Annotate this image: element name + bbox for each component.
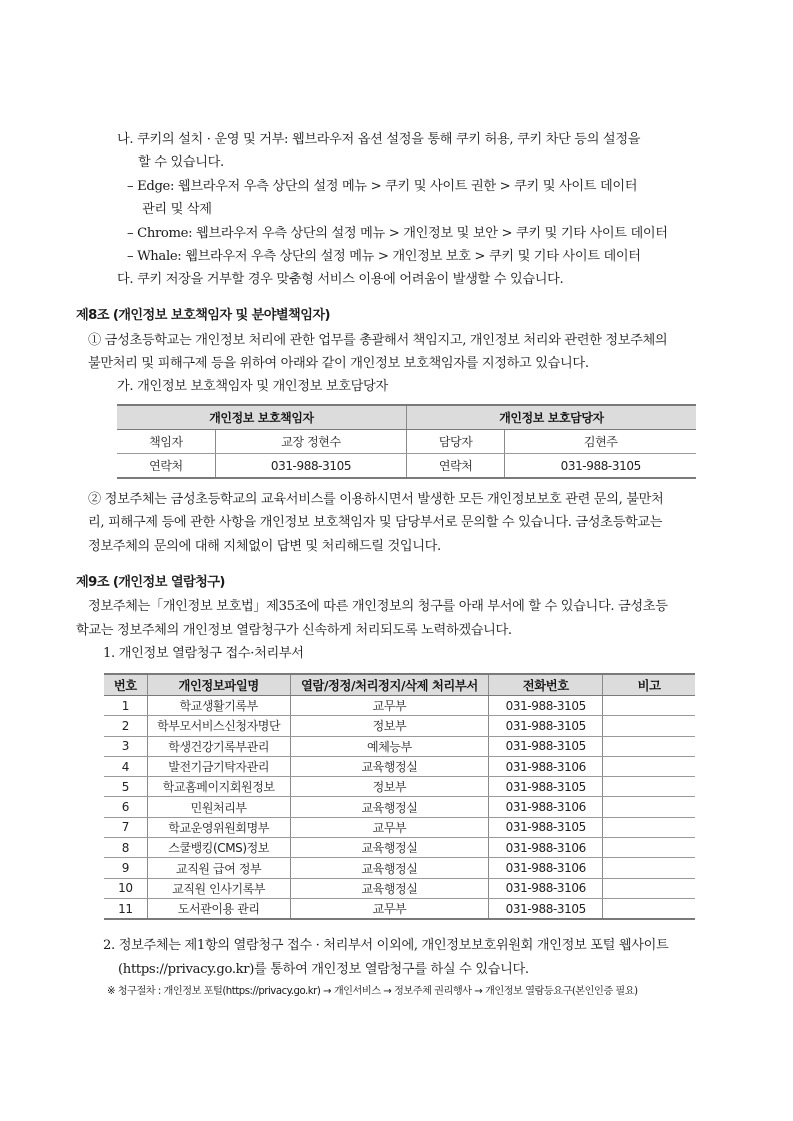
article8-sub-ga: 가. 개인정보 보호책임자 및 개인정보 보호담당자	[117, 379, 388, 394]
cell-file-name: 교직원 급여 정부	[147, 858, 290, 878]
table-row	[104, 817, 695, 837]
article8-para2-cont2: 정보주체의 문의에 대해 지체없이 답변 및 처리해드릴 것입니다.	[88, 539, 441, 554]
cell-department: 교무부	[290, 898, 489, 919]
cell-remarks	[603, 838, 695, 858]
whale-cookie-path: – Whale: 웹브라우저 우측 상단의 설정 메뉴 > 개인정보 보호 > 쿠키 및 기타 사이트 데이터	[127, 249, 641, 264]
cell-number: 5	[104, 777, 147, 797]
cell-phone: 031-988-3106	[489, 878, 603, 898]
cell-label: 연락처	[406, 454, 504, 479]
cell-number: 2	[104, 716, 147, 736]
table-row	[104, 696, 695, 716]
cell-phone: 031-988-3106	[489, 797, 603, 817]
cell-remarks	[603, 858, 695, 878]
cell-file-name: 학교생활기록부	[147, 696, 290, 716]
cell-remarks	[603, 756, 695, 776]
cell-value: 031-988-3105	[215, 454, 406, 479]
table-header-row	[117, 405, 696, 430]
cell-number: 4	[104, 756, 147, 776]
cell-remarks	[603, 777, 695, 797]
header-phone: 전화번호	[489, 674, 603, 696]
header-department: 열람/정정/처리정지/삭제 처리부서	[290, 674, 489, 696]
article9-intro-cont: 학교는 정보주체의 개인정보 열람청구가 신속하게 처리되도록 노력하겠습니다.	[76, 623, 512, 638]
cell-file-name: 스쿨뱅킹(CMS)정보	[147, 838, 290, 858]
cell-department: 교무부	[290, 817, 489, 837]
cell-value: 김현주	[505, 430, 696, 454]
cell-phone: 031-988-3105	[489, 777, 603, 797]
cell-department: 정보부	[290, 777, 489, 797]
cell-department: 교육행정실	[290, 878, 489, 898]
cell-phone: 031-988-3105	[489, 817, 603, 837]
cell-phone: 031-988-3105	[489, 898, 603, 919]
article9-item2: 2. 정보주체는 제1항의 열람청구 접수 · 처리부서 이외에, 개인정보보호위원회 개인정보 포털 웹사이트	[103, 938, 669, 953]
cell-remarks	[603, 817, 695, 837]
header-privacy-officer: 개인정보 보호책임자	[117, 405, 406, 430]
cell-label: 책임자	[117, 430, 215, 454]
cookie-settings-item-cont: 할 수 있습니다.	[138, 155, 224, 170]
edge-cookie-path: – Edge: 웹브라우저 우측 상단의 설정 메뉴 > 쿠키 및 사이트 권한 > 쿠키 및 사이트 데이터	[127, 179, 638, 194]
cell-file-name: 도서관이용 관리	[147, 898, 290, 919]
table-row	[104, 898, 695, 919]
cookie-refusal-note: 다. 쿠키 저장을 거부할 경우 맞춤형 서비스 이용에 어려움이 발생할 수 있습니다.	[117, 272, 564, 287]
article8-para1-cont: 불만처리 및 피해구제 등을 위하여 아래와 같이 개인정보 보호책임자를 지정하고 있습니다.	[88, 356, 589, 371]
table-row	[104, 736, 695, 756]
cell-department: 정보부	[290, 716, 489, 736]
header-file-name: 개인정보파일명	[147, 674, 290, 696]
cell-remarks	[603, 878, 695, 898]
table-row	[104, 878, 695, 898]
cell-phone: 031-988-3105	[489, 736, 603, 756]
cell-department: 예체능부	[290, 736, 489, 756]
article9-intro: 정보주체는「개인정보 보호법」제35조에 따른 개인정보의 청구를 아래 부서에 할 수 있습니다. 금성초등	[88, 599, 668, 614]
cell-file-name: 학생건강기록부관리	[147, 736, 290, 756]
cell-department: 교육행정실	[290, 838, 489, 858]
cell-file-name: 학교홈페이지회원정보	[147, 777, 290, 797]
cell-department: 교육행정실	[290, 797, 489, 817]
cell-department: 교무부	[290, 696, 489, 716]
cell-department: 교육행정실	[290, 858, 489, 878]
article9-item1: 1. 개인정보 열람청구 접수·처리부서	[103, 646, 304, 661]
header-number: 번호	[104, 674, 147, 696]
cookie-settings-item: 나. 쿠키의 설치 · 운영 및 거부: 웹브라우저 옵션 설정을 통해 쿠키 허용, 쿠키 차단 등의 설정을	[117, 132, 641, 147]
cell-number: 11	[104, 898, 147, 919]
article8-heading: 제8조 (개인정보 보호책임자 및 분야별책임자)	[76, 308, 330, 323]
header-privacy-manager: 개인정보 보호담당자	[406, 405, 696, 430]
cell-remarks	[603, 898, 695, 919]
cell-label: 담당자	[406, 430, 504, 454]
cell-phone: 031-988-3105	[489, 696, 603, 716]
cell-number: 7	[104, 817, 147, 837]
article8-para1: ① 금성초등학교는 개인정보 처리에 관한 업무를 총괄해서 책임지고, 개인정보 처리와 관련한 정보주체의	[88, 333, 668, 348]
access-request-department-table	[104, 673, 695, 920]
cell-remarks	[603, 736, 695, 756]
cell-phone: 031-988-3105	[489, 716, 603, 736]
cell-remarks	[603, 797, 695, 817]
article9-item2-cont: (https://privacy.go.kr)를 통하여 개인정보 열람청구를 하실 수 있습니다.	[118, 962, 529, 977]
table-row	[117, 430, 696, 454]
cell-file-name: 학부모서비스신청자명단	[147, 716, 290, 736]
table-row	[104, 797, 695, 817]
privacy-officer-table	[117, 404, 696, 479]
cell-department: 교육행정실	[290, 756, 489, 776]
article8-para2-cont1: 리, 피해구제 등에 관한 사항을 개인정보 보호책임자 및 담당부서로 문의할 수 있습니다. 금성초등학교는	[88, 515, 663, 530]
table-row	[104, 716, 695, 736]
cell-file-name: 민원처리부	[147, 797, 290, 817]
cell-phone: 031-988-3106	[489, 756, 603, 776]
cell-number: 8	[104, 838, 147, 858]
edge-cookie-path-cont: 관리 및 삭제	[142, 202, 212, 217]
cell-label: 연락처	[117, 454, 215, 479]
cell-phone: 031-988-3106	[489, 838, 603, 858]
cell-number: 9	[104, 858, 147, 878]
cell-file-name: 발전기금기탁자관리	[147, 756, 290, 776]
cell-number: 1	[104, 696, 147, 716]
request-procedure-note: ※ 청구절차 : 개인정보 포털(https://privacy.go.kr) → 개인서비스 → 정보주체 권리행사 → 개인정보 열람등요구(본인인증 필요)	[107, 986, 638, 997]
article9-heading: 제9조 (개인정보 열람청구)	[76, 575, 225, 590]
cell-file-name: 교직원 인사기록부	[147, 878, 290, 898]
table-header-row	[104, 674, 695, 696]
cell-phone: 031-988-3106	[489, 858, 603, 878]
cell-file-name: 학교운영위원회명부	[147, 817, 290, 837]
table-row	[104, 777, 695, 797]
cell-number: 3	[104, 736, 147, 756]
header-remarks: 비고	[603, 674, 695, 696]
table-row	[104, 756, 695, 776]
cell-remarks	[603, 716, 695, 736]
cell-number: 6	[104, 797, 147, 817]
table-row	[117, 454, 696, 479]
cell-remarks	[603, 696, 695, 716]
article8-para2: ② 정보주체는 금성초등학교의 교육서비스를 이용하시면서 발생한 모든 개인정보보호 관련 문의, 불만처	[88, 492, 664, 507]
table-row	[104, 838, 695, 858]
cell-value: 031-988-3105	[505, 454, 696, 479]
chrome-cookie-path: – Chrome: 웹브라우저 우측 상단의 설정 메뉴 > 개인정보 및 보안 > 쿠키 및 기타 사이트 데이터	[127, 226, 668, 241]
cell-value: 교장 정현수	[215, 430, 406, 454]
table-row	[104, 858, 695, 878]
cell-number: 10	[104, 878, 147, 898]
